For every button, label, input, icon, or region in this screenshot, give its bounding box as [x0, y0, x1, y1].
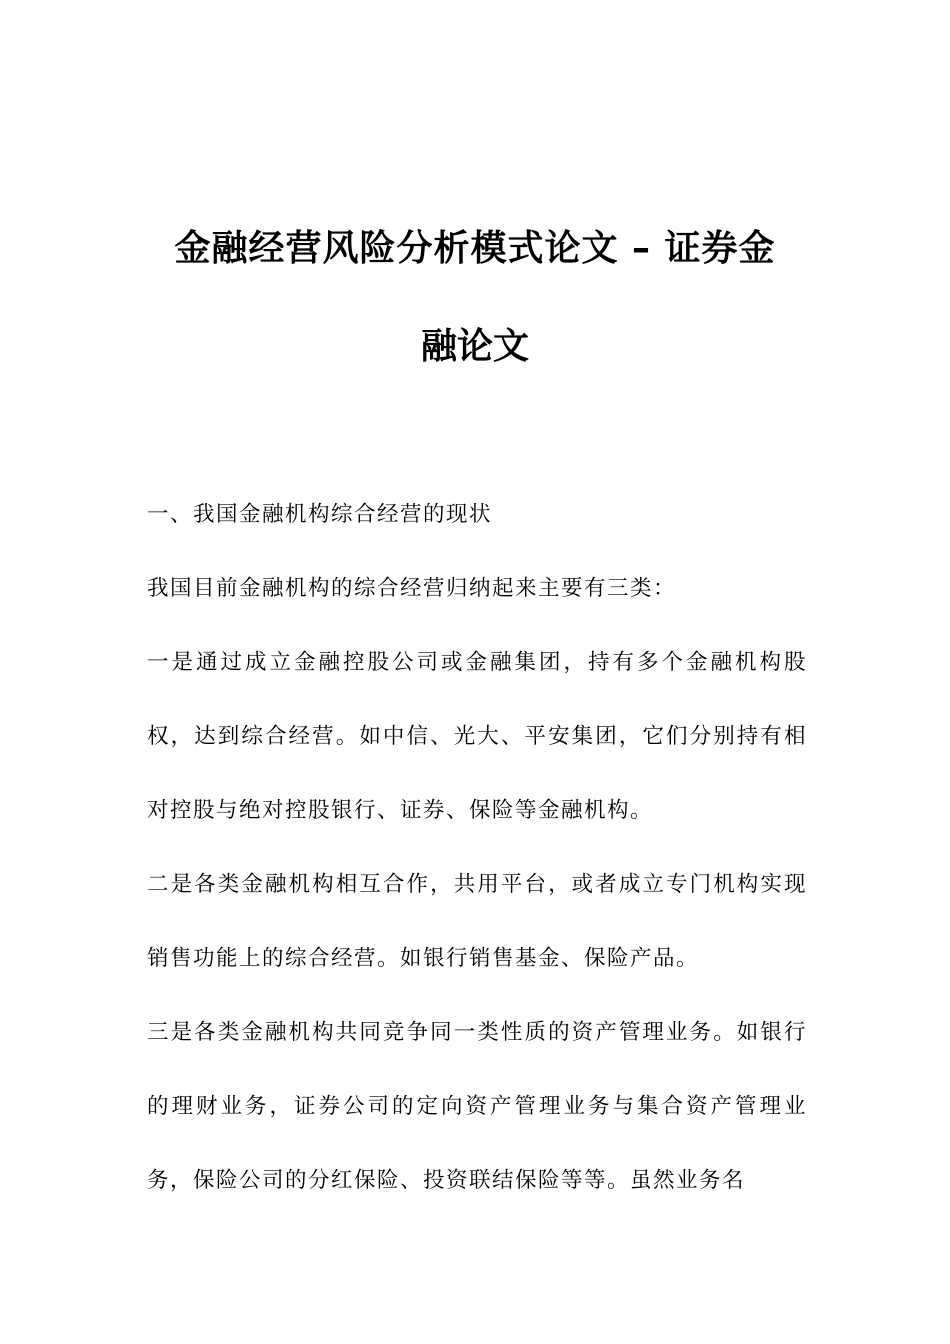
section-heading: 一、我国金融机构综合经营的现状	[147, 502, 493, 527]
body-text	[147, 478, 807, 1218]
paragraph-type-3: 三是各类金融机构共同竞争同一类性质的资产管理业务。如银行的理财业务，证券公司的定向资产管理业务与集合资产管理业务，保险公司的分红保险、投资联结保险等等。虽然业务名	[147, 1020, 807, 1193]
paragraph-type-1: 一是通过成立金融控股公司或金融集团，持有多个金融机构股权，达到综合经营。如中信、光大、平安集团，它们分别持有相对控股与绝对控股银行、证券、保险等金融机构。	[147, 650, 807, 823]
paragraph-intro: 我国目前金融机构的综合经营归纳起来主要有三类：	[147, 576, 677, 601]
paragraph-type-2: 二是各类金融机构相互合作，共用平台，或者成立专门机构实现销售功能上的综合经营。如银行销售基金、保险产品。	[147, 872, 807, 971]
title-line-1: 金融经营风险分析模式论文 – 证券金	[174, 228, 776, 269]
title-line-2: 融论文	[420, 326, 529, 367]
